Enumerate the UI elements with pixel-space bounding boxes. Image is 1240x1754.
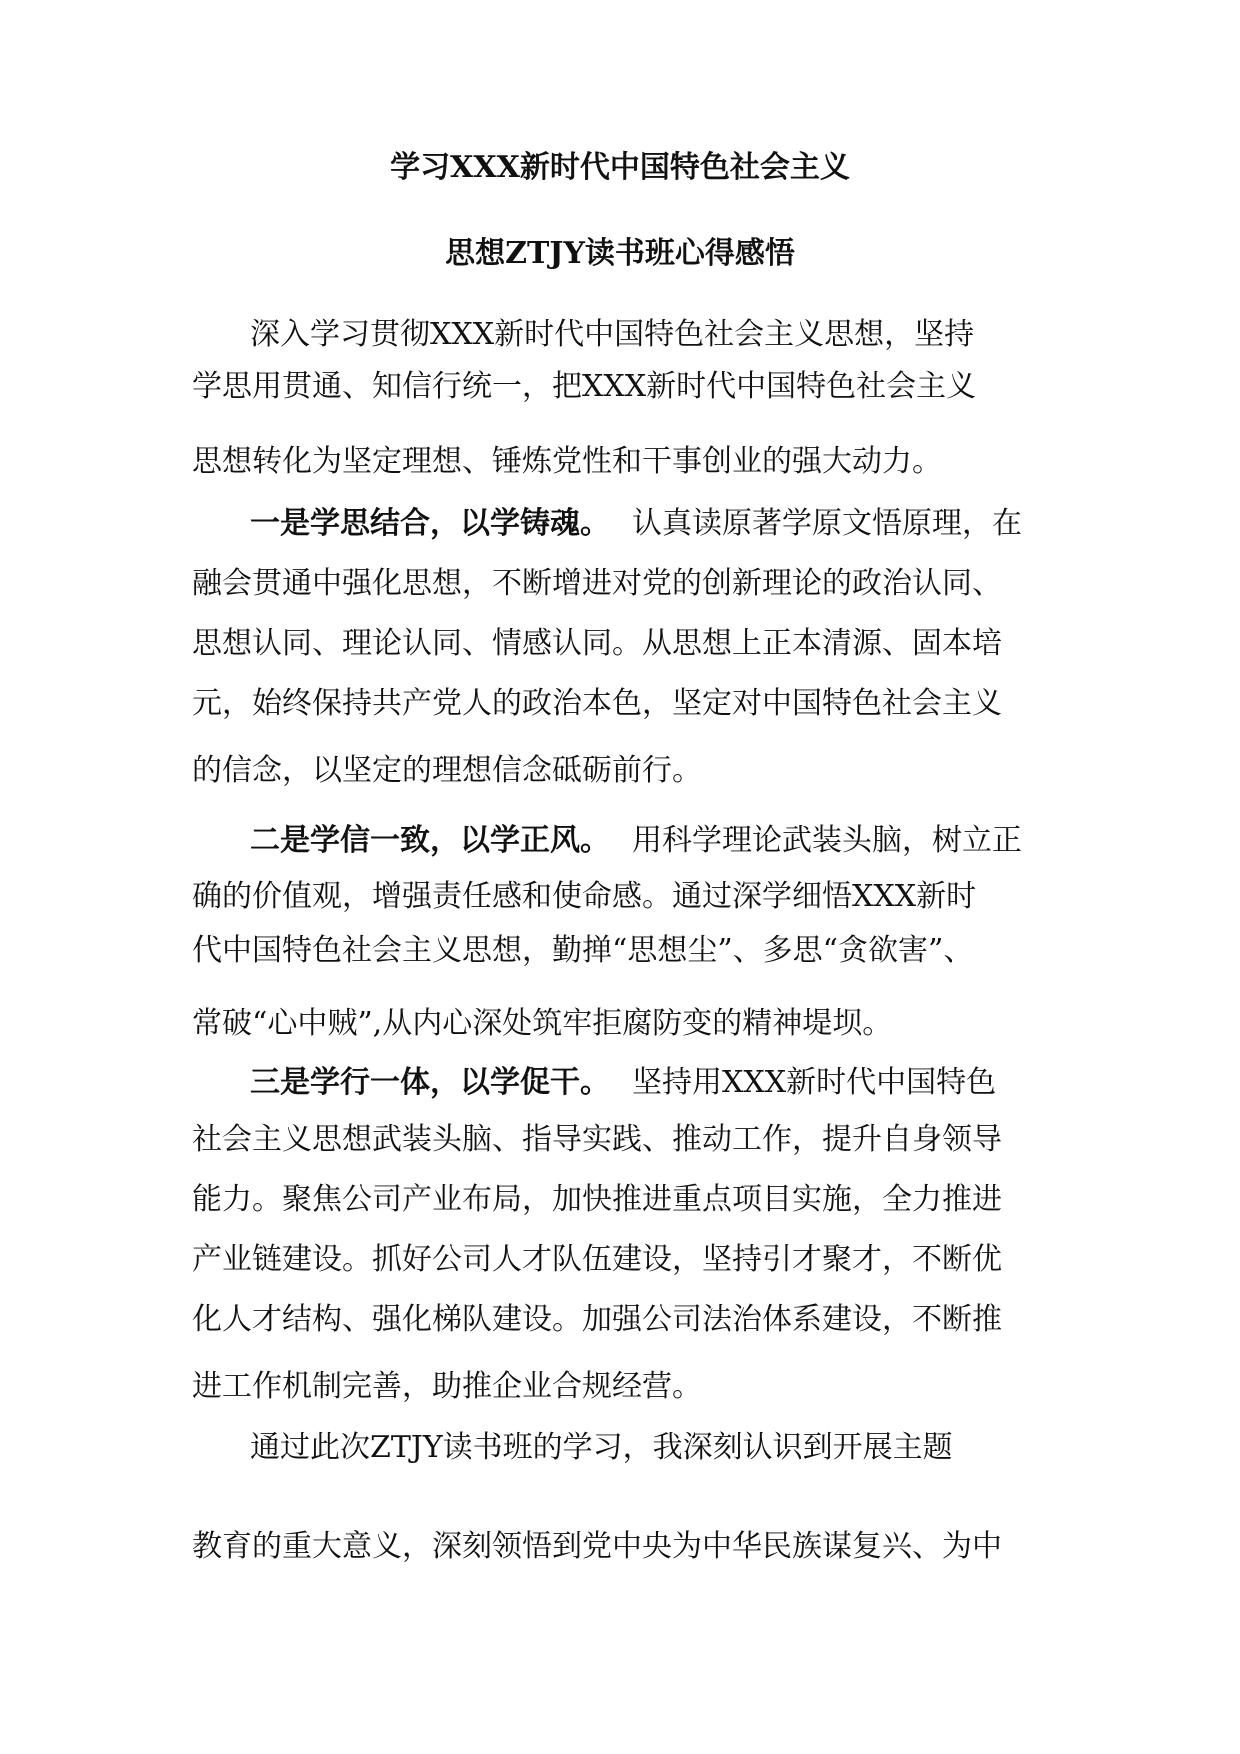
point-2-line-4: 常破“心中贼”,从内心深处筑牢拒腐防变的精神堤坝。 xyxy=(192,1006,893,1041)
intro-line-1: 深入学习贯彻XXX新时代中国特色社会主义思想，坚持 xyxy=(250,317,975,352)
conclusion-line-2: 教育的重大意义，深刻领悟到党中央为中华民族谋复兴、为中 xyxy=(192,1529,1002,1564)
point-1-line-3: 思想认同、理论认同、情感认同。从思想上正本清源、固本培 xyxy=(192,626,1002,661)
conclusion-line-1: 通过此次ZTJY读书班的学习，我深刻认识到开展主题 xyxy=(250,1430,953,1465)
point-1-heading: 一是学思结合，以学铸魂。 xyxy=(250,506,610,541)
point-1-line-4: 元，始终保持共产党人的政治本色，坚定对中国特色社会主义 xyxy=(192,686,1002,721)
point-3-line-5: 化人才结构、强化梯队建设。加强公司法治体系建设，不断推 xyxy=(192,1302,1002,1337)
document-title-line-1: 学习XXX新时代中国特色社会主义 xyxy=(390,150,850,185)
point-2-line-2: 确的价值观，增强责任感和使命感。通过深学细悟XXX新时 xyxy=(192,879,977,914)
point-1-first-line xyxy=(250,504,1022,544)
point-1-first-line-text: 认真读原著学原文悟原理，在 xyxy=(632,506,1022,541)
point-1-line-2: 融会贯通中强化思想，不断增进对党的创新理论的政治认同、 xyxy=(192,566,1002,601)
point-3-line-3: 能力。聚焦公司产业布局，加快推进重点项目实施，全力推进 xyxy=(192,1182,1002,1217)
point-2-line-3: 代中国特色社会主义思想，勤掸“思想尘”、多思“贪欲害”、 xyxy=(192,933,974,968)
intro-line-3: 思想转化为坚定理想、锤炼党性和干事创业的强大动力。 xyxy=(192,444,942,479)
point-3-first-line xyxy=(250,1063,996,1103)
point-3-first-line-text: 坚持用XXX新时代中国特色 xyxy=(632,1065,997,1100)
intro-line-2: 学思用贯通、知信行统一，把XXX新时代中国特色社会主义 xyxy=(192,369,977,404)
point-3-line-2: 社会主义思想武装头脑、指导实践、推动工作，提升自身领导 xyxy=(192,1122,1002,1157)
point-2-heading: 二是学信一致，以学正风。 xyxy=(250,823,610,858)
point-2-first-line xyxy=(250,821,1022,861)
point-3-heading: 三是学行一体，以学促干。 xyxy=(250,1065,610,1100)
point-3-line-4: 产业链建设。抓好公司人才队伍建设，坚持引才聚才，不断优 xyxy=(192,1242,1002,1277)
point-2-first-line-text: 用科学理论武装头脑，树立正 xyxy=(632,823,1022,858)
point-1-line-5: 的信念，以坚定的理想信念砥砺前行。 xyxy=(192,753,702,788)
point-3-line-6: 进工作机制完善，助推企业合规经营。 xyxy=(192,1369,702,1404)
document-title-line-2: 思想ZTJY读书班心得感悟 xyxy=(445,236,795,271)
